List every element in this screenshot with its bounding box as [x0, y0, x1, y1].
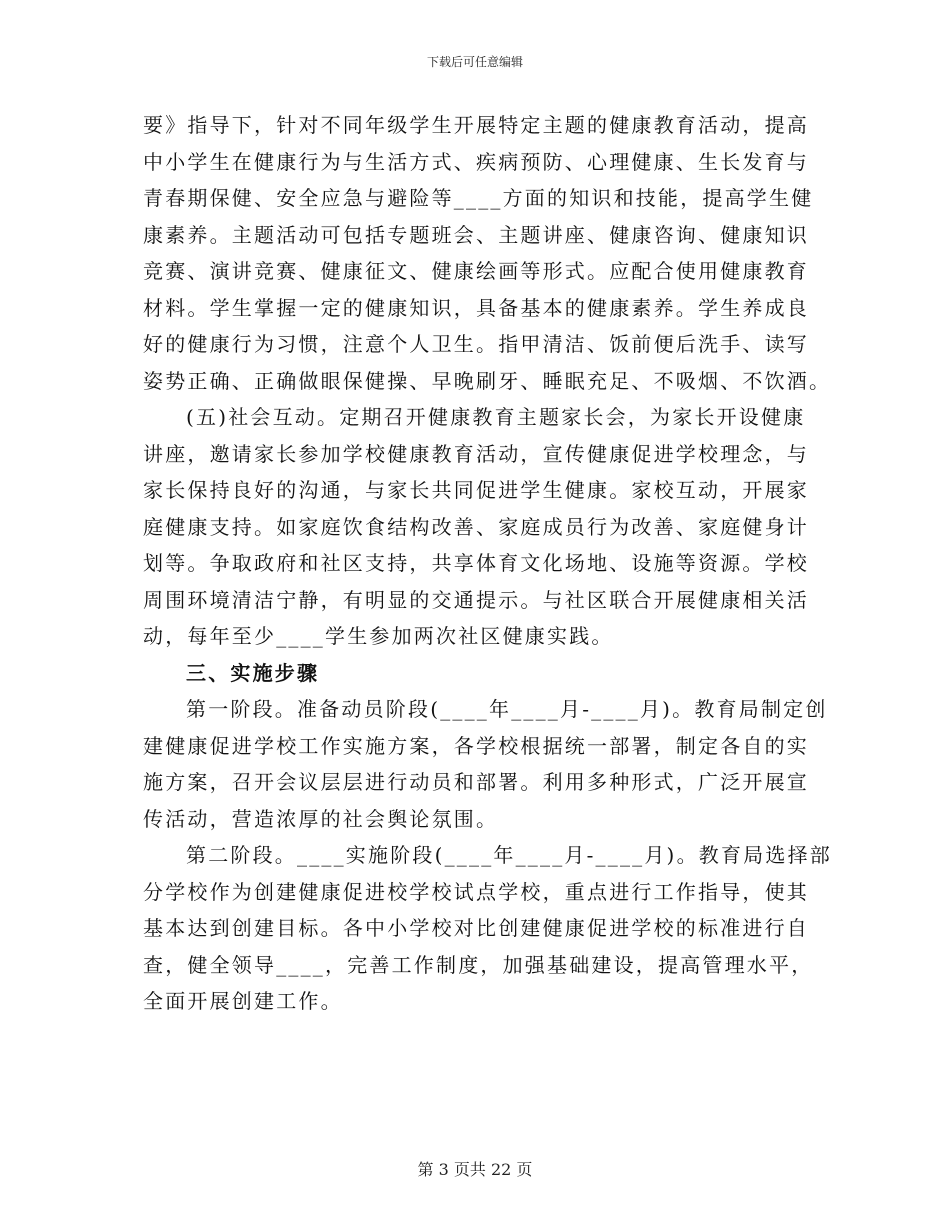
text-line: 建健康促进学校工作实施方案，各学校根据统一部署，制定各自的实	[143, 733, 809, 758]
text-line: 材料。学生掌握一定的健康知识，具备基本的健康素养。学生养成良	[143, 295, 809, 320]
text-line: 基本达到创建目标。各中小学校对比创建健康促进学校的标准进行自	[143, 916, 809, 940]
text-line: 动，每年至少____学生参加两次社区健康实践。	[143, 624, 614, 648]
document-body	[143, 107, 832, 1020]
text-line: 讲座，邀请家长参加学校健康教育活动，宣传健康促进学校理念，与	[143, 441, 809, 466]
text-line: 传活动，营造浓厚的社会舆论氛围。	[143, 806, 499, 831]
text-line: 分学校作为创建健康促进校学校试点学校，重点进行工作指导，使其	[143, 879, 809, 904]
text-line: 施方案，召开会议层层进行动员和部署。利用多种形式，广泛开展宣	[143, 770, 809, 794]
text-line: 好的健康行为习惯，注意个人卫生。指甲清洁、饭前便后洗手、读写	[143, 332, 809, 356]
text-line: 竞赛、演讲竞赛、健康征文、健康绘画等形式。应配合使用健康教育	[143, 259, 809, 283]
text-line: 全面开展创建工作。	[143, 989, 343, 1013]
text-line: 周围环境清洁宁静，有明显的交通提示。与社区联合开展健康相关活	[143, 587, 809, 612]
paragraph-start-line: 第二阶段。____实施阶段(____年____月-____月)。教育局选择部	[186, 843, 832, 867]
text-line: 庭健康支持。如家庭饮食结构改善、家庭成员行为改善、家庭健身计	[143, 514, 809, 539]
text-line: 中小学生在健康行为与生活方式、疾病预防、心理健康、生长发育与	[143, 149, 809, 174]
page-header: 下载后可任意编辑	[426, 55, 523, 69]
paragraph-start-line: 第一阶段。准备动员阶段(____年____月-____月)。教育局制定创	[186, 697, 828, 721]
text-line: 康素养。主题活动可包括专题班会、主题讲座、健康咨询、健康知识	[143, 222, 809, 247]
text-line: 要》指导下，针对不同年级学生开展特定主题的健康教育活动，提高	[143, 113, 809, 137]
page-footer: 第 3 页共 22 页	[417, 1160, 533, 1179]
text-line: 姿势正确、正确做眼保健操、早晚刷牙、睡眠充足、不吸烟、不饮酒。	[143, 368, 832, 393]
section-heading: 三、实施步骤	[186, 660, 320, 685]
text-line: 查，健全领导____，完善工作制度，加强基础建设，提高管理水平，	[143, 952, 814, 977]
paragraph-start-line: (五)社会互动。定期召开健康教育主题家长会，为家长开设健康	[186, 405, 806, 429]
text-line: 划等。争取政府和社区支持，共享体育文化场地、设施等资源。学校	[143, 551, 809, 575]
text-line: 家长保持良好的沟通，与家长共同促进学生健康。家校互动，开展家	[143, 478, 809, 502]
text-line: 青春期保健、安全应急与避险等____方面的知识和技能，提高学生健	[143, 186, 814, 210]
